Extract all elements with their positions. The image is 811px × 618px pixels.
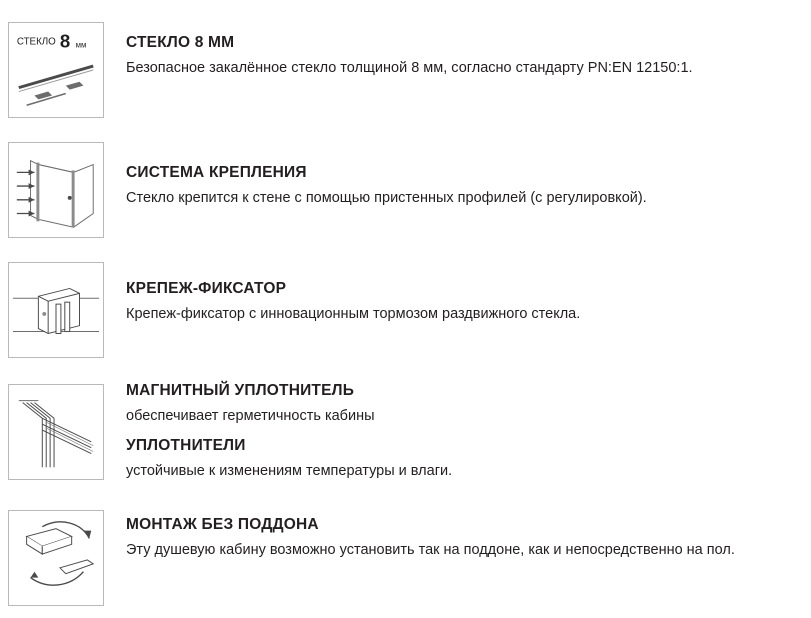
svg-text:8: 8 xyxy=(59,30,71,52)
feature-title: МОНТАЖ БЕЗ ПОДДОНА xyxy=(126,516,319,534)
feature-row-clamp xyxy=(0,258,811,358)
feature-title: КРЕПЕЖ-ФИКСАТОР xyxy=(126,280,287,297)
svg-text:СТЕКЛО: СТЕКЛО xyxy=(16,36,56,48)
svg-text:мм: мм xyxy=(75,40,87,50)
tempered-glass-8mm-icon xyxy=(8,22,104,118)
wall-profile-mounting-icon xyxy=(8,142,104,238)
feature-title-secondary: УПЛОТНИТЕЛИ xyxy=(126,437,246,455)
feature-text-glass xyxy=(104,18,811,79)
feature-description: Эту душевую кабину возможно установить так на поддоне, как и непосредственно на пол. xyxy=(126,542,735,559)
feature-text-magnetic-seal xyxy=(104,380,811,482)
feature-row-no-tray xyxy=(0,506,811,606)
feature-text-no-tray xyxy=(104,506,811,561)
feature-description: Стекло крепится к стене с помощью пристенных профилей (с регулировкой). xyxy=(126,190,647,207)
feature-row-glass xyxy=(0,18,811,118)
feature-row-mounting xyxy=(0,138,811,238)
feature-title: СИСТЕМА КРЕПЛЕНИЯ xyxy=(126,164,307,181)
feature-title: МАГНИТНЫЙ УПЛОТНИТЕЛЬ xyxy=(126,382,355,399)
feature-text-clamp xyxy=(104,258,811,325)
feature-description: обеспечивает герметичность кабины xyxy=(126,408,375,425)
feature-title: СТЕКЛО 8 ММ xyxy=(126,34,235,51)
feature-description: Безопасное закалённое стекло толщиной 8 мм, согласно стандарту PN:EN 12150:1. xyxy=(126,60,693,77)
no-shower-tray-icon xyxy=(8,510,104,606)
feature-row-magnetic-seal xyxy=(0,380,811,482)
feature-description-secondary: устойчивые к изменениям температуры и влаги. xyxy=(126,463,453,480)
feature-text-mounting xyxy=(104,138,811,209)
feature-list xyxy=(0,18,811,606)
feature-description: Крепеж-фиксатор с инновационным тормозом раздвижного стекла. xyxy=(126,306,581,323)
magnetic-seal-icon xyxy=(8,384,104,480)
roller-clamp-icon xyxy=(8,262,104,358)
